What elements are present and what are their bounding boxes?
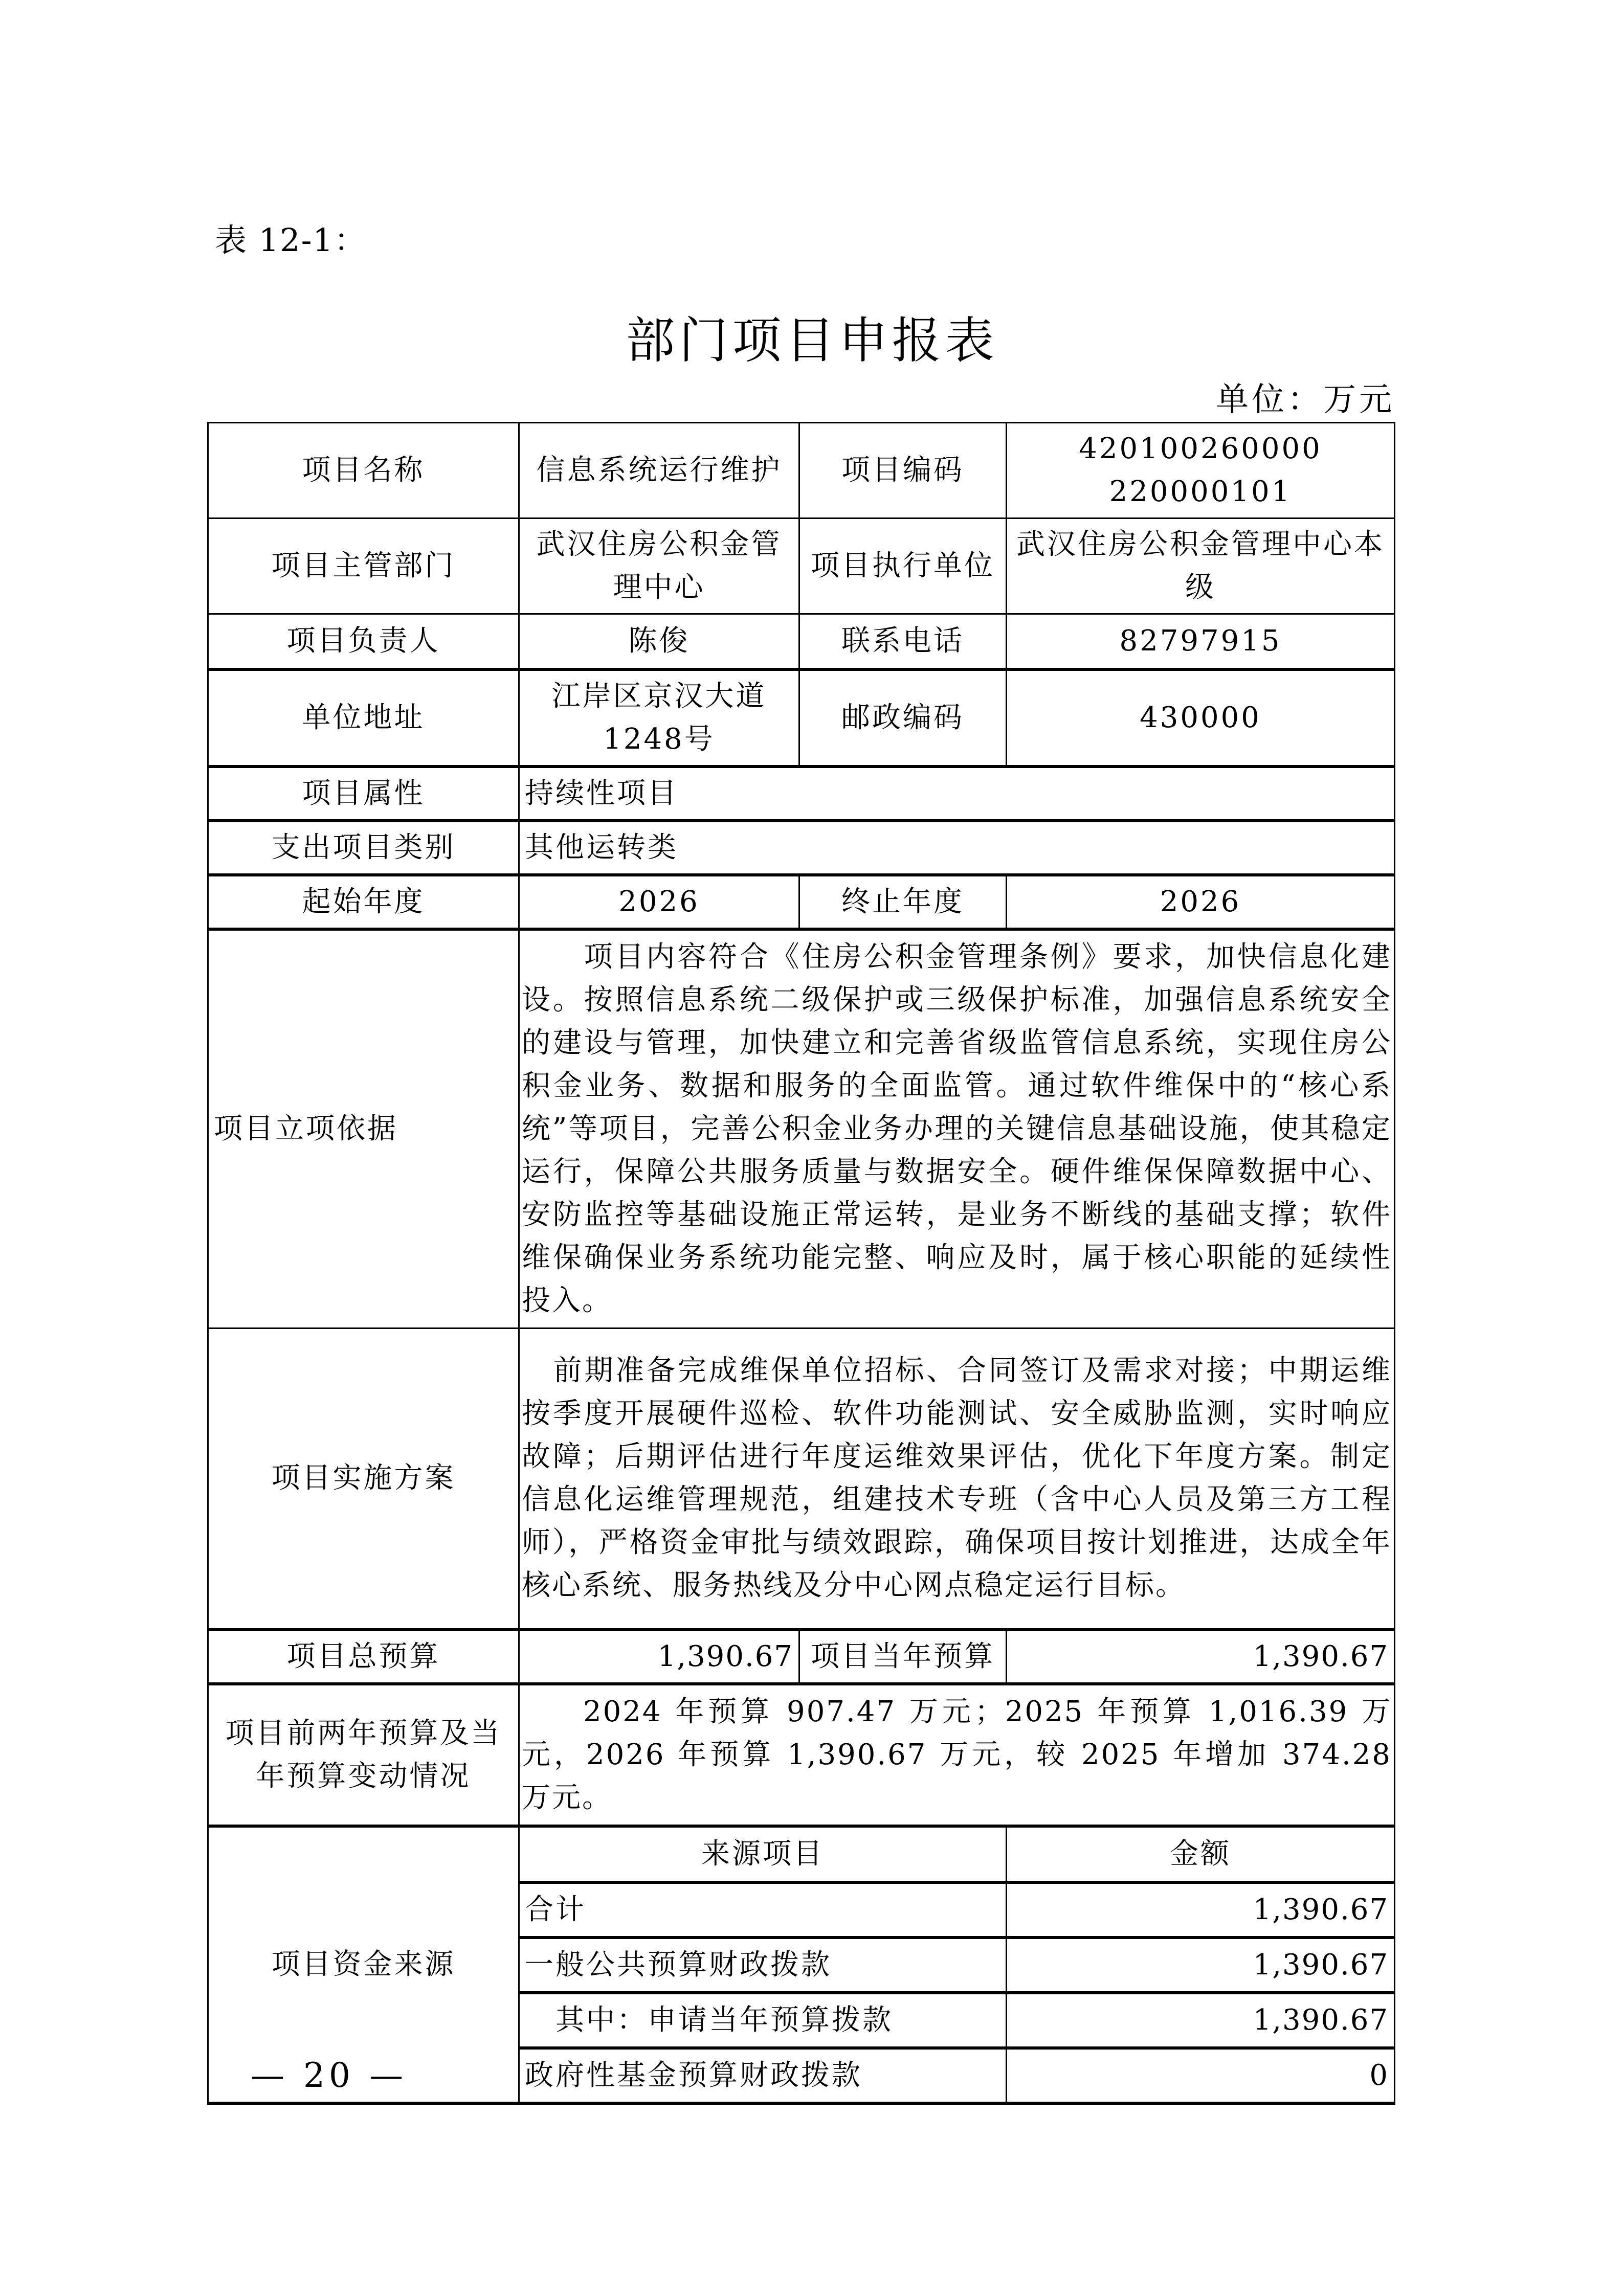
start-year-label: 起始年度 (208, 875, 519, 929)
project-code-line1: 420100260000 (1079, 432, 1322, 465)
attribute-value: 持续性项目 (519, 767, 1395, 821)
table-row (208, 423, 1395, 519)
owner-label: 项目负责人 (208, 614, 519, 669)
table-row (208, 875, 1395, 929)
table-row (208, 519, 1395, 614)
postcode-label: 邮政编码 (799, 669, 1007, 767)
funding-amount: 1,390.67 (1007, 1993, 1395, 2048)
funding-amount: 0 (1007, 2048, 1395, 2103)
project-name-value: 信息系统运行维护 (519, 423, 799, 519)
basis-label: 项目立项依据 (208, 929, 519, 1329)
project-code-line2: 220000101 (1109, 475, 1292, 508)
address-label: 单位地址 (208, 669, 519, 767)
end-year-value: 2026 (1007, 875, 1395, 929)
funding-source-item: 一般公共预算财政拨款 (519, 1938, 1007, 1993)
funding-source-item: 其中：申请当年预算拨款 (519, 1993, 1007, 2048)
unit-label: 单位：万元 (1216, 381, 1395, 419)
project-name-label: 项目名称 (208, 423, 519, 519)
table-row (208, 1630, 1395, 1684)
plan-value (519, 1328, 1395, 1630)
table-row (208, 929, 1395, 1329)
table-row (208, 669, 1395, 767)
project-code-value (1007, 423, 1395, 519)
start-year-value: 2026 (519, 875, 799, 929)
budget-change-label: 项目前两年预算及当年预算变动情况 (208, 1684, 519, 1826)
postcode-value: 430000 (1007, 669, 1395, 767)
executing-unit-label: 项目执行单位 (799, 519, 1007, 614)
executing-unit-value: 武汉住房公积金管理中心本级 (1007, 519, 1395, 614)
budget-change-text: 2024 年预算 907.47 万元；2025 年预算 1,016.39 万元，2026 年预算 1,390.67 万元，较 2025 年增加 374.28 万元。 (522, 1695, 1392, 1814)
address-value: 江岸区京汉大道1248号 (519, 669, 799, 767)
project-code-label: 项目编码 (799, 423, 1007, 519)
funding-source-item: 政府性基金预算财政拨款 (519, 2048, 1007, 2103)
table-number-label: 表 12-1： (215, 221, 367, 259)
funding-amount: 1,390.67 (1007, 1938, 1395, 1993)
table-row (208, 821, 1395, 875)
budget-change-value (519, 1684, 1395, 1826)
plan-label: 项目实施方案 (208, 1328, 519, 1630)
table-row (208, 614, 1395, 669)
funding-col-amount-header: 金额 (1007, 1826, 1395, 1882)
end-year-label: 终止年度 (799, 875, 1007, 929)
total-budget-label: 项目总预算 (208, 1630, 519, 1684)
funding-amount: 1,390.67 (1007, 1882, 1395, 1938)
category-value: 其他运转类 (519, 821, 1395, 875)
department-value: 武汉住房公积金管理中心 (519, 519, 799, 614)
category-label: 支出项目类别 (208, 821, 519, 875)
phone-label: 联系电话 (799, 614, 1007, 669)
funding-col-source-header: 来源项目 (519, 1826, 1007, 1882)
attribute-label: 项目属性 (208, 767, 519, 821)
department-label: 项目主管部门 (208, 519, 519, 614)
basis-value (519, 929, 1395, 1329)
page-number: — 20 — (251, 2056, 407, 2095)
project-application-table (207, 422, 1395, 2105)
page-title: 部门项目申报表 (626, 312, 998, 369)
total-budget-value: 1,390.67 (519, 1630, 799, 1684)
funding-source-item: 合计 (519, 1882, 1007, 1938)
owner-value: 陈俊 (519, 614, 799, 669)
table-row (208, 1328, 1395, 1630)
table-row (208, 767, 1395, 821)
funding-source-label: 项目资金来源 (208, 1826, 519, 2103)
current-budget-label: 项目当年预算 (799, 1630, 1007, 1684)
current-budget-value: 1,390.67 (1007, 1630, 1395, 1684)
table-row (208, 1826, 1395, 1882)
plan-text: 前期准备完成维保单位招标、合同签订及需求对接；中期运维按季度开展硬件巡检、软件功能测试、安全威胁监测，实时响应故障；后期评估进行年度运维效果评估，优化下年度方案。制定信息化运维管理规范，组建技术专班（含中心人员及第三方工程师），严格资金审批与绩效跟踪，确保项目按计划推进，达成全年核心系统、服务热线及分中心网点稳定运行目标。 (522, 1354, 1392, 1603)
phone-value: 82797915 (1007, 614, 1395, 669)
basis-text: 项目内容符合《住房公积金管理条例》要求，加快信息化建设。按照信息系统二级保护或三级保护标准，加强信息系统安全的建设与管理，加快建立和完善省级监管信息系统，实现住房公积金业务、数据和服务的全面监管。通过软件维保中的“核心系统”等项目，完善公积金业务办理的关键信息基础设施，使其稳定运行，保障公共服务质量与数据安全。硬件维保保障数据中心、安防监控等基础设施正常运转，是业务不断线的基础支撑；软件维保确保业务系统功能完整、响应及时，属于核心职能的延续性投入。 (522, 940, 1392, 1317)
table-row (208, 1684, 1395, 1826)
